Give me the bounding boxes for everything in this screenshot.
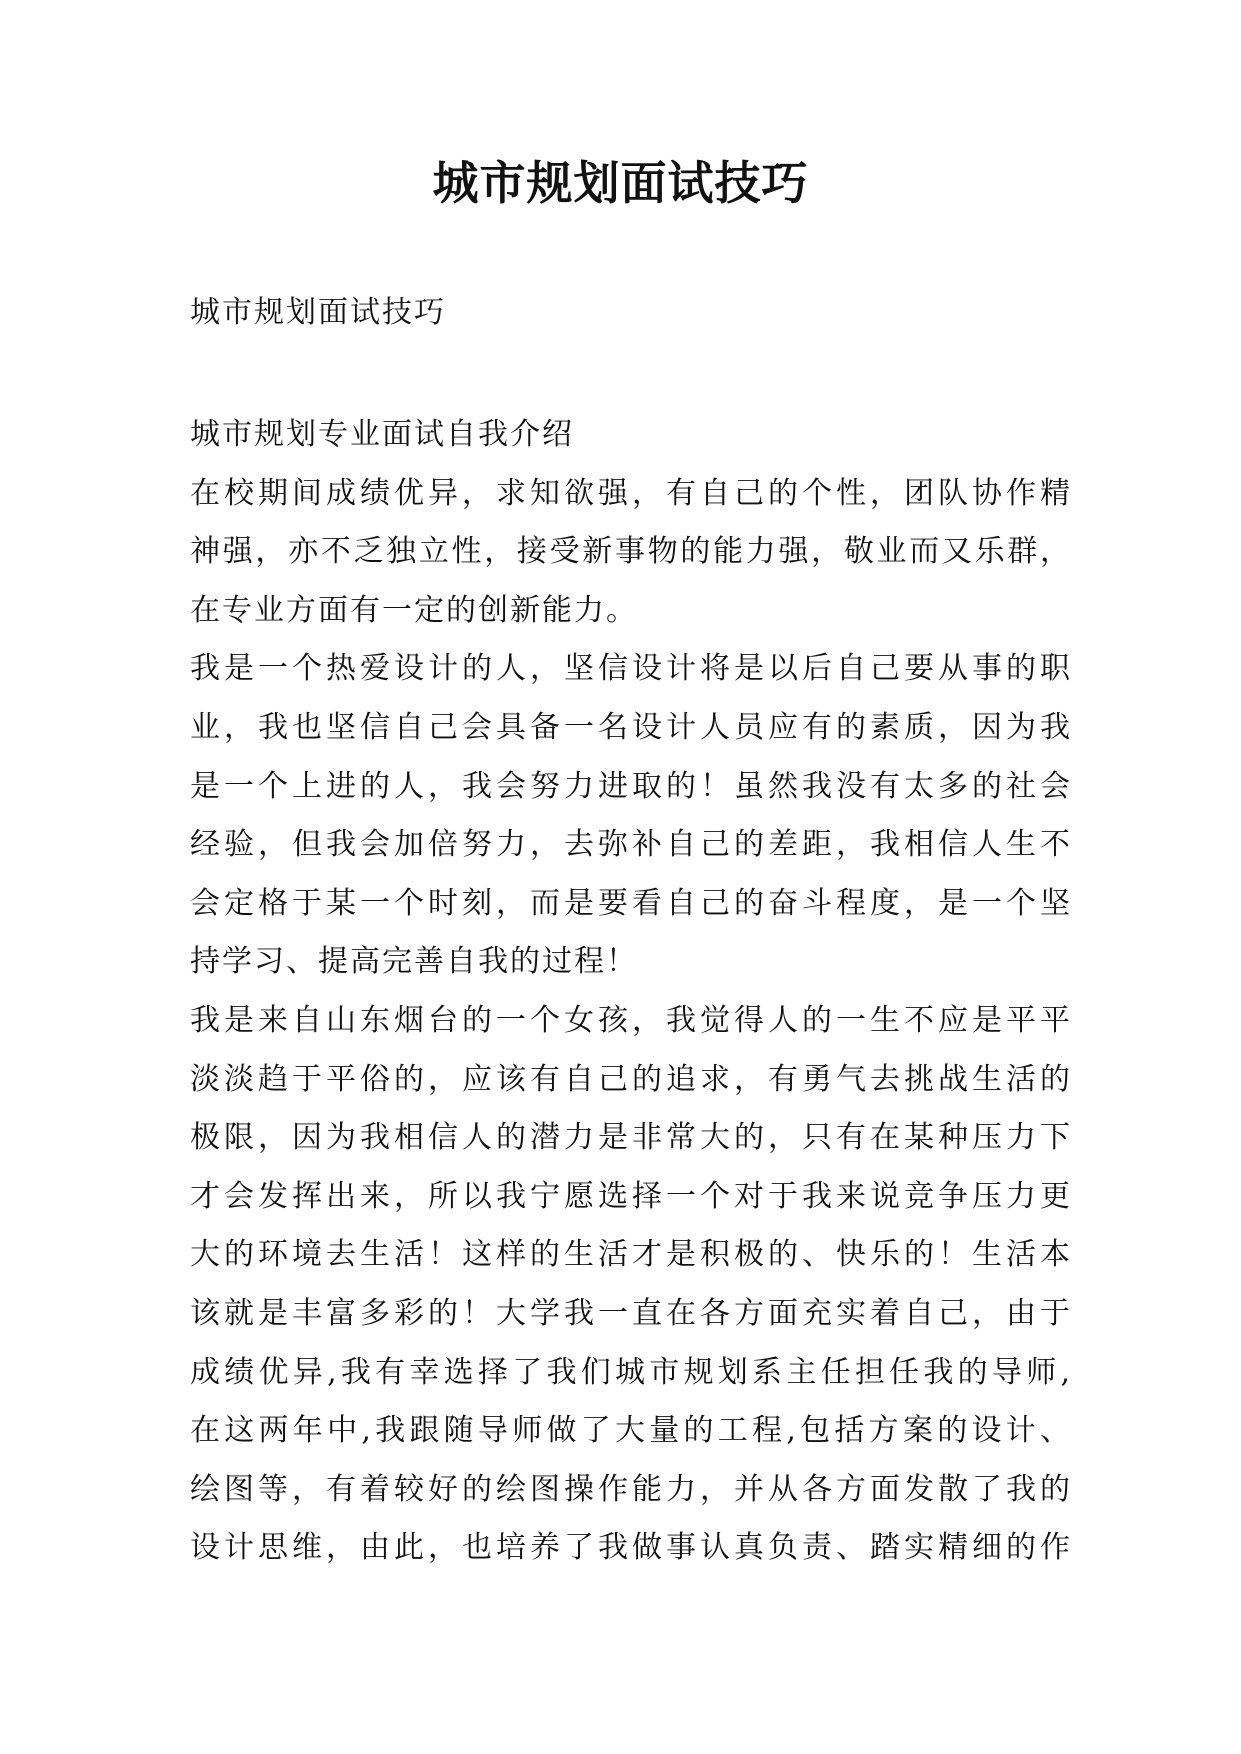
text-line: 我是来自山东烟台的一个女孩，我觉得人的一生不应是平平 [190,1002,1070,1038]
text-line: 持学习、提高完善自我的过程！ [190,944,638,980]
text-line: 经验，但我会加倍努力，去弥补自己的差距，我相信人生不 [190,827,1070,863]
text-line: 设计思维，由此，也培养了我做事认真负责、踏实精细的作 [190,1530,1070,1566]
text-line: 是一个上进的人，我会努力进取的！虽然我没有太多的社会 [190,768,1070,804]
text-line: 极限，因为我相信人的潜力是非常大的，只有在某种压力下 [190,1120,1070,1156]
document-title: 城市规划面试技巧 [432,156,809,210]
text-line: 绘图等，有着较好的绘图操作能力，并从各方面发散了我的 [190,1471,1070,1507]
text-line: 神强，亦不乏独立性，接受新事物的能力强，敬业而又乐群， [190,534,1070,570]
text-line: 在专业方面有一定的创新能力。 [190,592,638,628]
text-line: 会定格于某一个时刻，而是要看自己的奋斗程度，是一个坚 [190,885,1070,921]
document-body [190,406,1070,1578]
text-line: 淡淡趋于平俗的，应该有自己的追求，有勇气去挑战生活的 [190,1061,1070,1097]
text-line: 大的环境去生活！这样的生活才是积极的、快乐的！生活本 [190,1237,1070,1273]
text-line: 城市规划专业面试自我介绍 [190,417,574,452]
text-line: 在校期间成绩优异，求知欲强，有自己的个性，团队协作精 [190,475,1070,511]
text-line: 在这两年中,我跟随导师做了大量的工程,包括方案的设计、 [190,1413,1070,1449]
text-line: 业，我也坚信自己会具备一名设计人员应有的素质，因为我 [190,709,1070,745]
text-line: 该就是丰富多彩的！大学我一直在各方面充实着自己，由于 [190,1295,1070,1331]
text-line: 成绩优异,我有幸选择了我们城市规划系主任担任我的导师, [190,1354,1070,1390]
document-subtitle: 城市规划面试技巧 [190,295,446,330]
text-line: 我是一个热爱设计的人，坚信设计将是以后自己要从事的职 [190,651,1070,687]
text-line: 才会发挥出来，所以我宁愿选择一个对于我来说竞争压力更 [190,1178,1070,1214]
